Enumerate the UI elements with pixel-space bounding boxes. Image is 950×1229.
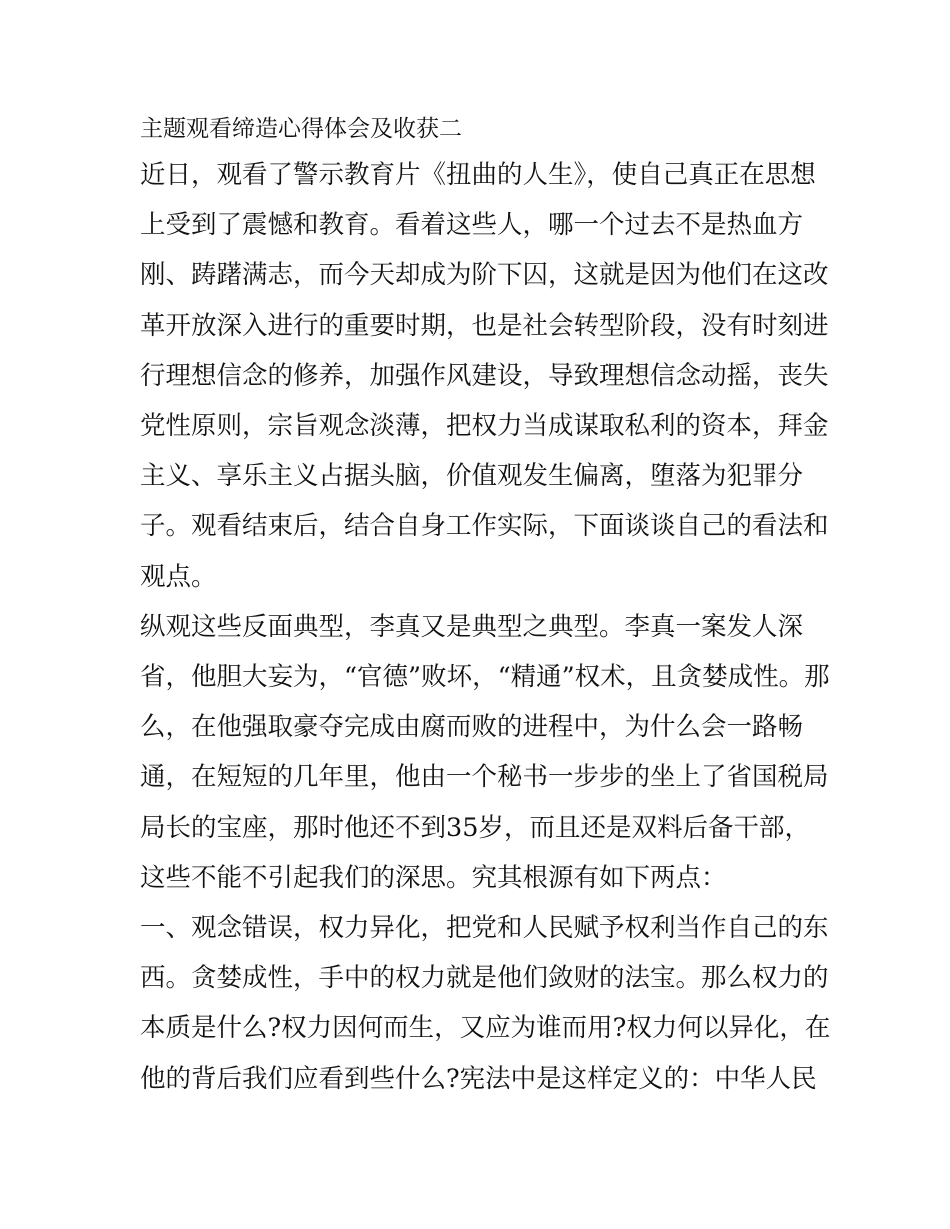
text-line: 党性原则，宗旨观念淡薄，把权力当成谋取私利的资本，拜金	[140, 411, 829, 442]
text-line: 行理想信念的修养，加强作风建设，导致理想信念动摇，丧失	[140, 360, 829, 391]
text-line: 革开放深入进行的重要时期，也是社会转型阶段，没有时刻进	[140, 310, 829, 341]
text-line: 他的背后我们应看到些什么?宪法中是这样定义的：中华人民	[140, 1063, 817, 1094]
paragraph-3	[140, 903, 830, 1104]
text-line: 上受到了震憾和教育。看着这些人，哪一个过去不是热血方	[140, 210, 804, 241]
text-line: 这些不能不引起我们的深思。究其根源有如下两点：	[140, 862, 727, 893]
text-line: 主义、享乐主义占据头脑，价值观发生偏离，堕落为犯罪分	[140, 461, 804, 492]
text-line: 一、观念错误，权力异化，把党和人民赋予权利当作自己的东	[140, 913, 829, 944]
text-line: 通，在短短的几年里，他由一个秘书一步步的坐上了省国税局	[140, 762, 829, 793]
text-line: 刚、踌躇满志，而今天却成为阶下囚，这就是因为他们在这改	[140, 260, 829, 291]
paragraph-2	[140, 602, 830, 903]
text-line: 子。观看结束后，结合自身工作实际，下面谈谈自己的看法和	[140, 511, 829, 542]
text-line: 西。贪婪成性，手中的权力就是他们敛财的法宝。那么权力的	[140, 963, 829, 994]
text-line: 本质是什么?权力因何而生，又应为谁而用?权力何以异化，在	[140, 1013, 831, 1044]
document-body	[140, 112, 830, 1104]
text-line: 纵观这些反面典型，李真又是典型之典型。李真一案发人深	[140, 611, 804, 642]
text-line: 观点。	[140, 561, 217, 592]
paragraph-1	[140, 150, 830, 602]
document-title: 主题观看缔造心得体会及收获二	[140, 116, 462, 142]
text-line: 省，他胆大妄为，“官德”败坏，“精通”权术，且贪婪成性。那	[140, 662, 830, 693]
text-line: 近日，观看了警示教育片《扭曲的人生》，使自己真正在思想	[140, 160, 816, 190]
text-line: 局长的宝座，那时他还不到35岁，而且还是双料后备干部，	[140, 812, 810, 843]
text-line: 么，在他强取豪夺完成由腐而败的进程中，为什么会一路畅	[140, 712, 804, 743]
